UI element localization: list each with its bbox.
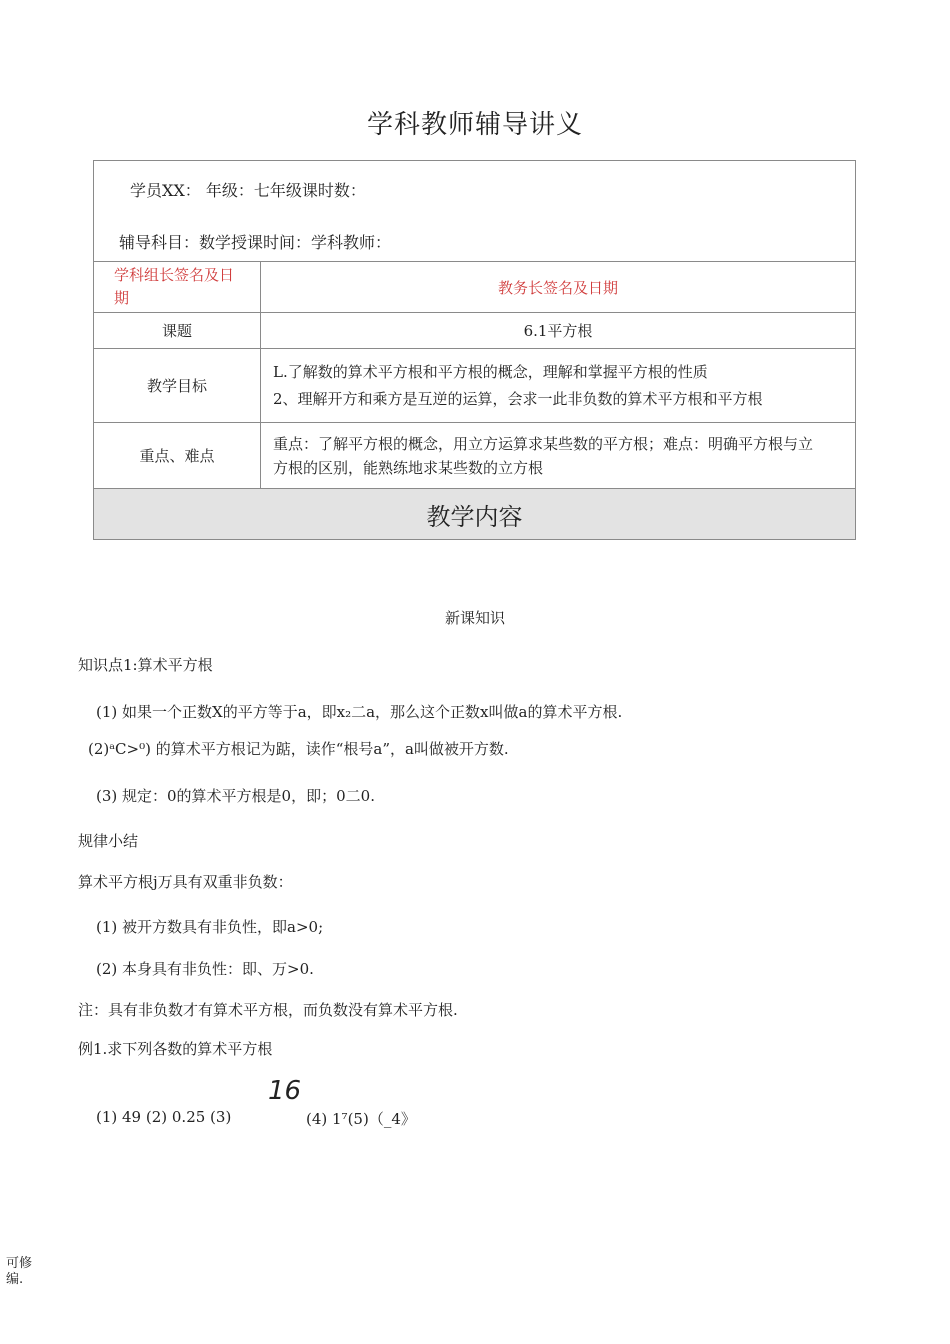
summary-intro: 算术平方根j万具有双重非负数： xyxy=(78,873,293,891)
key-item-2: 方根的区别，能熟练地求某些数的立方根 xyxy=(273,458,544,477)
goal-label: 教学目标 xyxy=(94,349,261,423)
kp1-item-2: (2)ᵃC>⁰) 的算术平方根记为踮，读作“根号a”，a叫做被开方数. xyxy=(88,740,509,758)
kp1-title: 知识点1:算术平方根 xyxy=(78,656,213,674)
kp1-item-1: (1) 如果一个正数X的平方等于a，即x₂二a，那么这个正数x叫做a的算术平方根. xyxy=(96,703,623,721)
section-bar xyxy=(94,489,856,540)
summary-item-1: (1) 被开方数具有非负性，即a>0; xyxy=(96,918,324,936)
student-line: 学员XX： 年级：七年级课时数： xyxy=(130,181,366,200)
key-item-1: 重点：了解平方根的概念，用立方运算求某些数的平方根；难点：明确平方根与立 xyxy=(273,434,814,453)
student-info-row xyxy=(94,161,856,262)
new-lesson-heading: 新课知识 xyxy=(444,609,505,627)
subject-line: 辅导科目：数学授课时间：学科教师： xyxy=(119,233,392,252)
leader-sign-label: 学科组长签名及日期 xyxy=(94,262,261,313)
example-title: 例1.求下列各数的算术平方根 xyxy=(78,1040,273,1058)
note: 注：具有非负数才有算术平方根，而负数没有算术平方根. xyxy=(78,1001,458,1019)
topic-row xyxy=(94,313,856,349)
kp1-item-3: (3) 规定：0的算术平方根是0，即；0二0. xyxy=(96,787,375,805)
key-row xyxy=(94,423,856,489)
goal-row xyxy=(94,349,856,423)
topic-label: 课题 xyxy=(94,313,261,349)
example-items-a: (1) 49 (2) 0.25 (3) xyxy=(96,1108,232,1126)
section-title: 教学内容 xyxy=(94,489,856,540)
key-label: 重点、难点 xyxy=(94,423,261,489)
page-title: 学科教师辅导讲义 xyxy=(366,110,583,140)
dean-sign-label: 教务长签名及日期 xyxy=(261,262,856,313)
example-fraction-numerator: 16 xyxy=(268,1076,302,1106)
goal-item-1: L.了解数的算术平方根和平方根的概念，理解和掌握平方根的性质 xyxy=(273,362,708,381)
info-table xyxy=(93,160,856,540)
goal-item-2: 2、理解开方和乘方是互逆的运算，会求一此非负数的算术平方根和平方根 xyxy=(273,389,763,408)
summary-title: 规律小结 xyxy=(78,832,139,850)
summary-item-2: (2) 本身具有非负性：即、万>0. xyxy=(96,960,314,978)
signature-row xyxy=(94,262,856,313)
example-items-b: (4) 1⁷(5)（_4》 xyxy=(306,1110,416,1128)
footer-note: 可修编. xyxy=(6,1256,33,1287)
topic-value: 6.1平方根 xyxy=(261,313,856,349)
